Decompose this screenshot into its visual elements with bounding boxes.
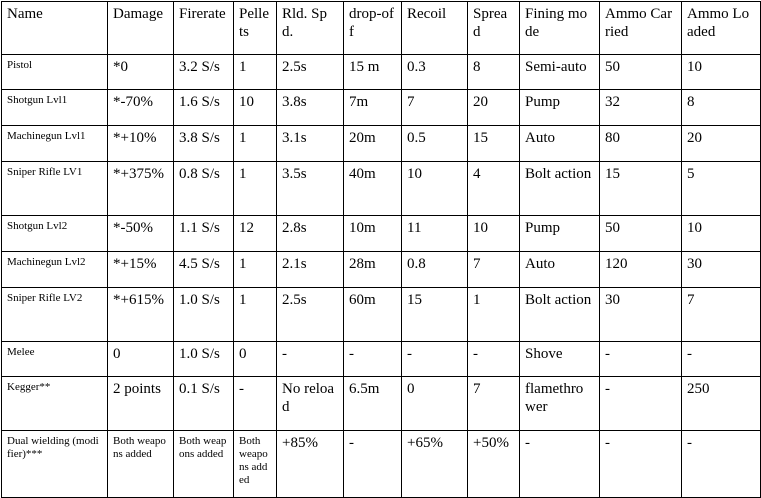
cell-firing-mode: Shove [520, 342, 600, 377]
cell-reload-speed: 2.5s [277, 55, 344, 90]
cell-reload-speed: - [277, 342, 344, 377]
cell-drop-off: - [344, 431, 402, 498]
cell-pellets: Both weapons added [234, 431, 277, 498]
cell-reload-speed: 2.8s [277, 216, 344, 252]
cell-reload-speed: 2.1s [277, 252, 344, 288]
cell-spread: 4 [468, 162, 520, 216]
cell-damage: *+615% [108, 288, 174, 342]
table-row [2, 55, 761, 90]
cell-firing-mode: Auto [520, 252, 600, 288]
cell-damage: *0 [108, 55, 174, 90]
cell-reload-speed: No reload [277, 377, 344, 431]
cell-damage: 0 [108, 342, 174, 377]
header-pellets: Pellets [234, 2, 277, 55]
cell-firerate: 1.1 S/s [174, 216, 234, 252]
cell-spread: 8 [468, 55, 520, 90]
cell-reload-speed: +85% [277, 431, 344, 498]
cell-recoil: 0.8 [402, 252, 468, 288]
cell-spread: 7 [468, 377, 520, 431]
cell-name: Sniper Rifle LV2 [2, 288, 108, 342]
cell-ammo-loaded: - [682, 342, 761, 377]
cell-damage: *+15% [108, 252, 174, 288]
cell-name: Sniper Rifle LV1 [2, 162, 108, 216]
cell-damage: Both weapons added [108, 431, 174, 498]
cell-firerate: 4.5 S/s [174, 252, 234, 288]
cell-recoil: 15 [402, 288, 468, 342]
table-row [2, 288, 761, 342]
cell-recoil: 7 [402, 90, 468, 126]
table-row [2, 216, 761, 252]
header-firerate: Firerate [174, 2, 234, 55]
cell-pellets: 12 [234, 216, 277, 252]
cell-firing-mode: Auto [520, 126, 600, 162]
cell-ammo-carried: 120 [600, 252, 682, 288]
cell-damage: *-50% [108, 216, 174, 252]
cell-name: Melee [2, 342, 108, 377]
table-row [2, 252, 761, 288]
cell-pellets: 1 [234, 162, 277, 216]
cell-ammo-loaded: 250 [682, 377, 761, 431]
cell-ammo-loaded: 10 [682, 216, 761, 252]
cell-spread: 1 [468, 288, 520, 342]
cell-ammo-loaded: 7 [682, 288, 761, 342]
header-drop-off: drop-off [344, 2, 402, 55]
cell-spread: 10 [468, 216, 520, 252]
cell-spread: 15 [468, 126, 520, 162]
cell-drop-off: 10m [344, 216, 402, 252]
header-name: Name [2, 2, 108, 55]
cell-drop-off: - [344, 342, 402, 377]
cell-ammo-carried: 50 [600, 55, 682, 90]
cell-ammo-carried: 50 [600, 216, 682, 252]
cell-recoil: +65% [402, 431, 468, 498]
cell-reload-speed: 2.5s [277, 288, 344, 342]
cell-firing-mode: Pump [520, 216, 600, 252]
cell-damage: 2 points [108, 377, 174, 431]
cell-ammo-carried: - [600, 431, 682, 498]
cell-name: Machinegun Lvl1 [2, 126, 108, 162]
header-ammo-loaded: Ammo Loaded [682, 2, 761, 55]
header-reload-speed: Rld. Spd. [277, 2, 344, 55]
table-row [2, 162, 761, 216]
cell-pellets: 1 [234, 252, 277, 288]
cell-name: Shotgun Lvl1 [2, 90, 108, 126]
cell-firerate: 1.0 S/s [174, 342, 234, 377]
cell-recoil: 11 [402, 216, 468, 252]
cell-drop-off: 20m [344, 126, 402, 162]
cell-ammo-loaded: 5 [682, 162, 761, 216]
cell-ammo-carried: - [600, 342, 682, 377]
cell-ammo-carried: 32 [600, 90, 682, 126]
cell-name: Kegger** [2, 377, 108, 431]
cell-reload-speed: 3.1s [277, 126, 344, 162]
cell-drop-off: 60m [344, 288, 402, 342]
cell-spread: 7 [468, 252, 520, 288]
cell-pellets: - [234, 377, 277, 431]
cell-drop-off: 7m [344, 90, 402, 126]
cell-damage: *+375% [108, 162, 174, 216]
cell-pellets: 1 [234, 126, 277, 162]
header-damage: Damage [108, 2, 174, 55]
cell-damage: *-70% [108, 90, 174, 126]
table-row [2, 377, 761, 431]
cell-ammo-loaded: 20 [682, 126, 761, 162]
cell-firing-mode: - [520, 431, 600, 498]
cell-firerate: 1.0 S/s [174, 288, 234, 342]
cell-drop-off: 28m [344, 252, 402, 288]
header-ammo-carried: Ammo Carried [600, 2, 682, 55]
cell-name: Machinegun Lvl2 [2, 252, 108, 288]
weapon-stats-table [1, 1, 761, 498]
cell-damage: *+10% [108, 126, 174, 162]
cell-drop-off: 40m [344, 162, 402, 216]
cell-ammo-loaded: 30 [682, 252, 761, 288]
cell-firerate: 3.8 S/s [174, 126, 234, 162]
cell-firerate: 0.1 S/s [174, 377, 234, 431]
cell-drop-off: 6.5m [344, 377, 402, 431]
cell-spread: 20 [468, 90, 520, 126]
cell-ammo-carried: 15 [600, 162, 682, 216]
cell-drop-off: 15 m [344, 55, 402, 90]
header-row [2, 2, 761, 55]
header-spread: Spread [468, 2, 520, 55]
cell-reload-speed: 3.8s [277, 90, 344, 126]
cell-ammo-loaded: - [682, 431, 761, 498]
cell-ammo-carried: 80 [600, 126, 682, 162]
cell-name: Pistol [2, 55, 108, 90]
cell-reload-speed: 3.5s [277, 162, 344, 216]
header-recoil: Recoil [402, 2, 468, 55]
cell-firing-mode: Semi-auto [520, 55, 600, 90]
table-row [2, 431, 761, 498]
table-row [2, 90, 761, 126]
table-row [2, 342, 761, 377]
header-firing-mode: Fining mode [520, 2, 600, 55]
cell-ammo-carried: - [600, 377, 682, 431]
cell-recoil: 10 [402, 162, 468, 216]
cell-recoil: 0.5 [402, 126, 468, 162]
cell-pellets: 1 [234, 55, 277, 90]
cell-ammo-loaded: 8 [682, 90, 761, 126]
cell-recoil: 0.3 [402, 55, 468, 90]
cell-pellets: 10 [234, 90, 277, 126]
cell-pellets: 1 [234, 288, 277, 342]
cell-recoil: - [402, 342, 468, 377]
table-row [2, 126, 761, 162]
cell-name: Dual wielding (modifier)*** [2, 431, 108, 498]
cell-recoil: 0 [402, 377, 468, 431]
cell-pellets: 0 [234, 342, 277, 377]
cell-firing-mode: Bolt action [520, 288, 600, 342]
cell-firing-mode: flamethrower [520, 377, 600, 431]
cell-firing-mode: Bolt action [520, 162, 600, 216]
cell-firerate: 1.6 S/s [174, 90, 234, 126]
cell-spread: +50% [468, 431, 520, 498]
cell-ammo-loaded: 10 [682, 55, 761, 90]
cell-firerate: Both weapons added [174, 431, 234, 498]
cell-firerate: 0.8 S/s [174, 162, 234, 216]
cell-firing-mode: Pump [520, 90, 600, 126]
cell-firerate: 3.2 S/s [174, 55, 234, 90]
cell-ammo-carried: 30 [600, 288, 682, 342]
cell-name: Shotgun Lvl2 [2, 216, 108, 252]
cell-spread: - [468, 342, 520, 377]
